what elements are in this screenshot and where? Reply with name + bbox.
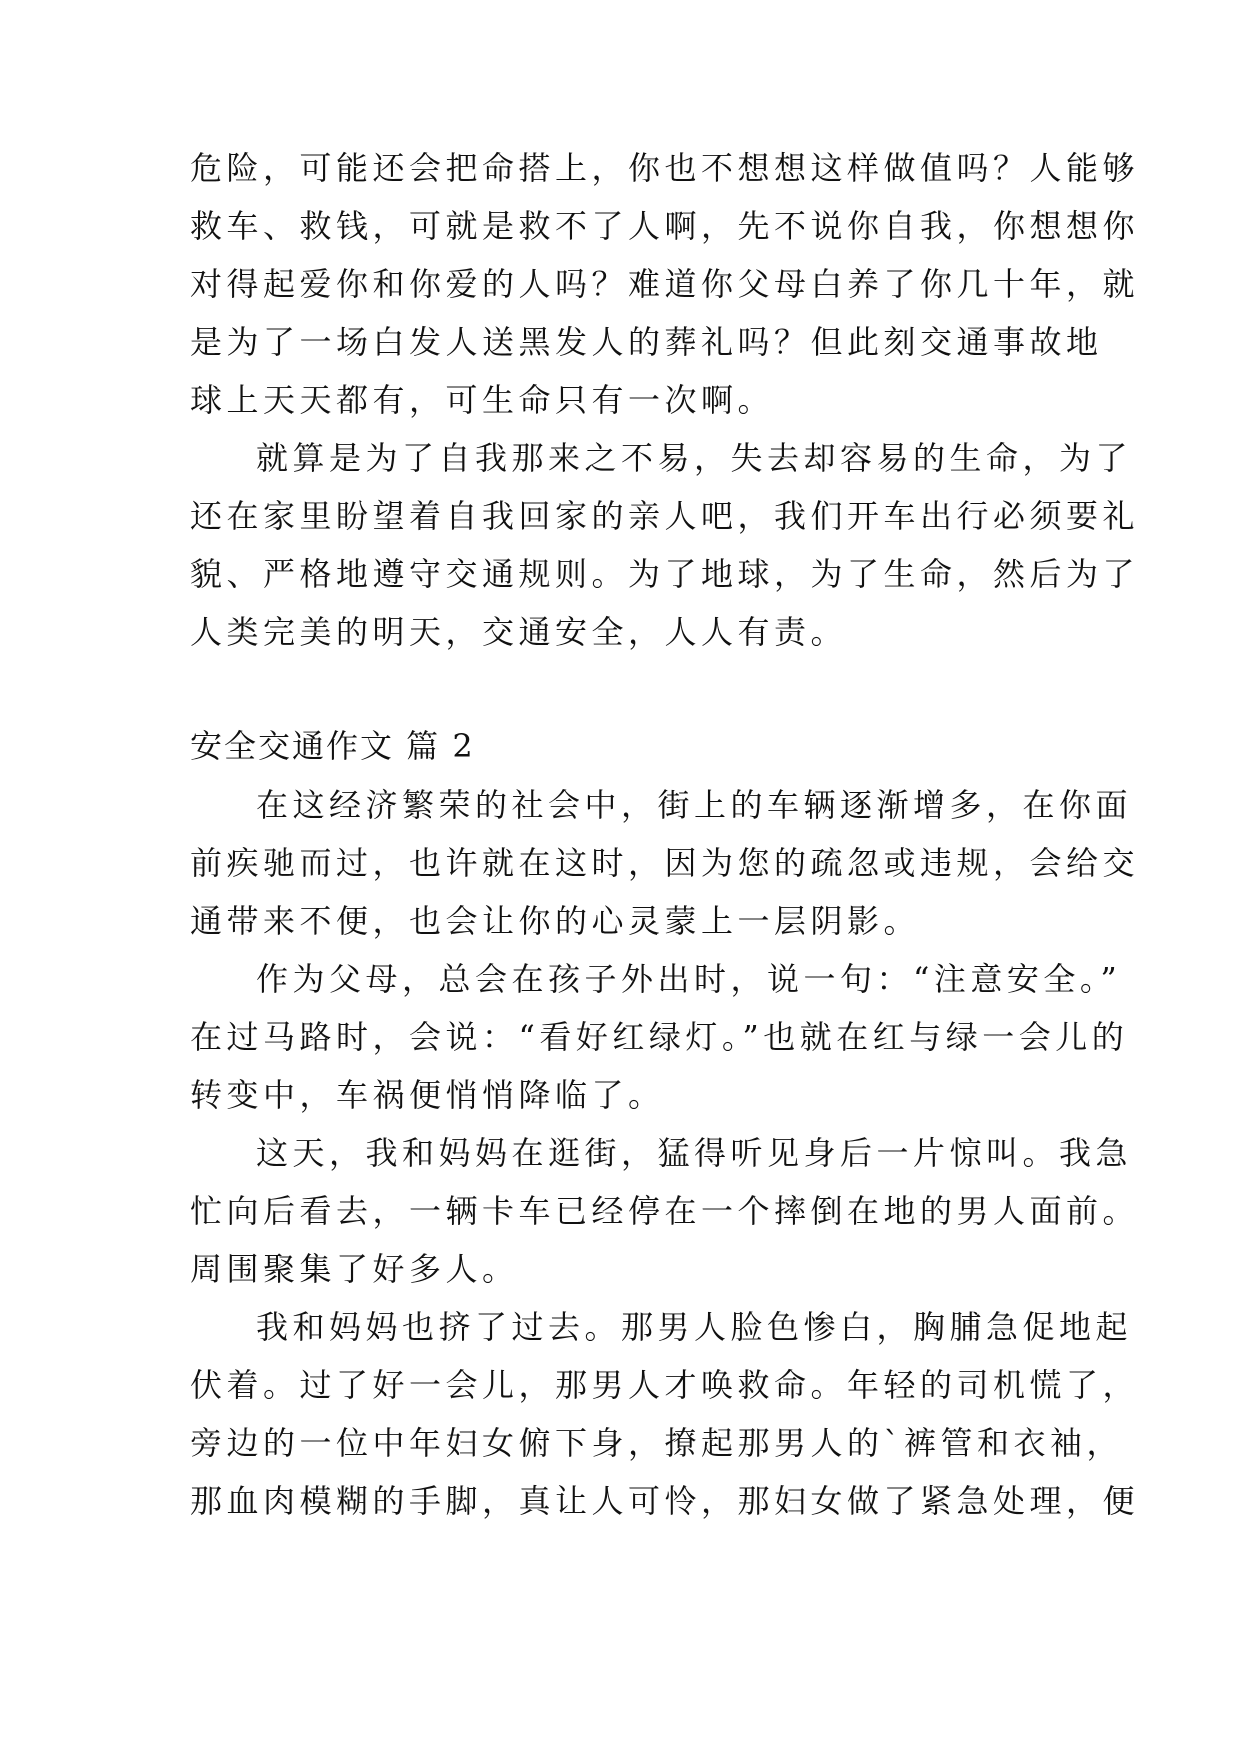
paragraph-line: 对得起爱你和你爱的人吗？难道你父母白养了你几十年，就 — [190, 265, 1140, 303]
paragraph-line: 我和妈妈也挤了过去。那男人脸色惨白，胸脯急促地起 — [256, 1308, 1133, 1346]
paragraph-line: 球上天天都有，可生命只有一次啊。 — [190, 381, 775, 419]
section-heading: 安全交通作文 篇 2 — [190, 727, 475, 765]
paragraph-line: 作为父母，总会在孩子外出时，说一句：“注意安全。” — [256, 960, 1122, 998]
paragraph-line: 前疾驰而过，也许就在这时，因为您的疏忽或违规，会给交 — [190, 844, 1140, 882]
paragraph-line: 通带来不便，也会让你的心灵蒙上一层阴影。 — [190, 902, 921, 940]
paragraph-line: 貌、严格地遵守交通规则。为了地球，为了生命，然后为了 — [190, 555, 1140, 593]
paragraph-line: 那血肉模糊的手脚，真让人可怜，那妇女做了紧急处理，便 — [190, 1482, 1140, 1520]
paragraph-line: 这天，我和妈妈在逛街，猛得听见身后一片惊叫。我急 — [256, 1134, 1133, 1172]
paragraph-line: 就算是为了自我那来之不易，失去却容易的生命，为了 — [256, 439, 1133, 477]
paragraph-line: 忙向后看去，一辆卡车已经停在一个摔倒在地的男人面前。 — [190, 1192, 1140, 1230]
paragraph-line: 救车、救钱，可就是救不了人啊，先不说你自我，你想想你 — [190, 207, 1140, 245]
paragraph-line: 是为了一场白发人送黑发人的葬礼吗？但此刻交通事故地 — [190, 323, 1103, 361]
paragraph-line: 转变中，车祸便悄悄降临了。 — [190, 1076, 665, 1114]
paragraph-line: 在这经济繁荣的社会中，街上的车辆逐渐增多，在你面 — [256, 786, 1133, 824]
paragraph-line: 伏着。过了好一会儿，那男人才唤救命。年轻的司机慌了， — [190, 1366, 1140, 1404]
paragraph-line: 在过马路时，会说：“看好红绿灯。”也就在红与绿一会儿的 — [190, 1018, 1129, 1056]
paragraph-line: 人类完美的明天，交通安全，人人有责。 — [190, 613, 848, 651]
paragraph-line: 危险，可能还会把命搭上，你也不想想这样做值吗？人能够 — [190, 149, 1140, 187]
paragraph-line: 周围聚集了好多人。 — [190, 1250, 519, 1288]
paragraph-line: 还在家里盼望着自我回家的亲人吧，我们开车出行必须要礼 — [190, 497, 1140, 535]
paragraph-line: 旁边的一位中年妇女俯下身，撩起那男人的`裤管和衣袖， — [190, 1424, 1124, 1462]
